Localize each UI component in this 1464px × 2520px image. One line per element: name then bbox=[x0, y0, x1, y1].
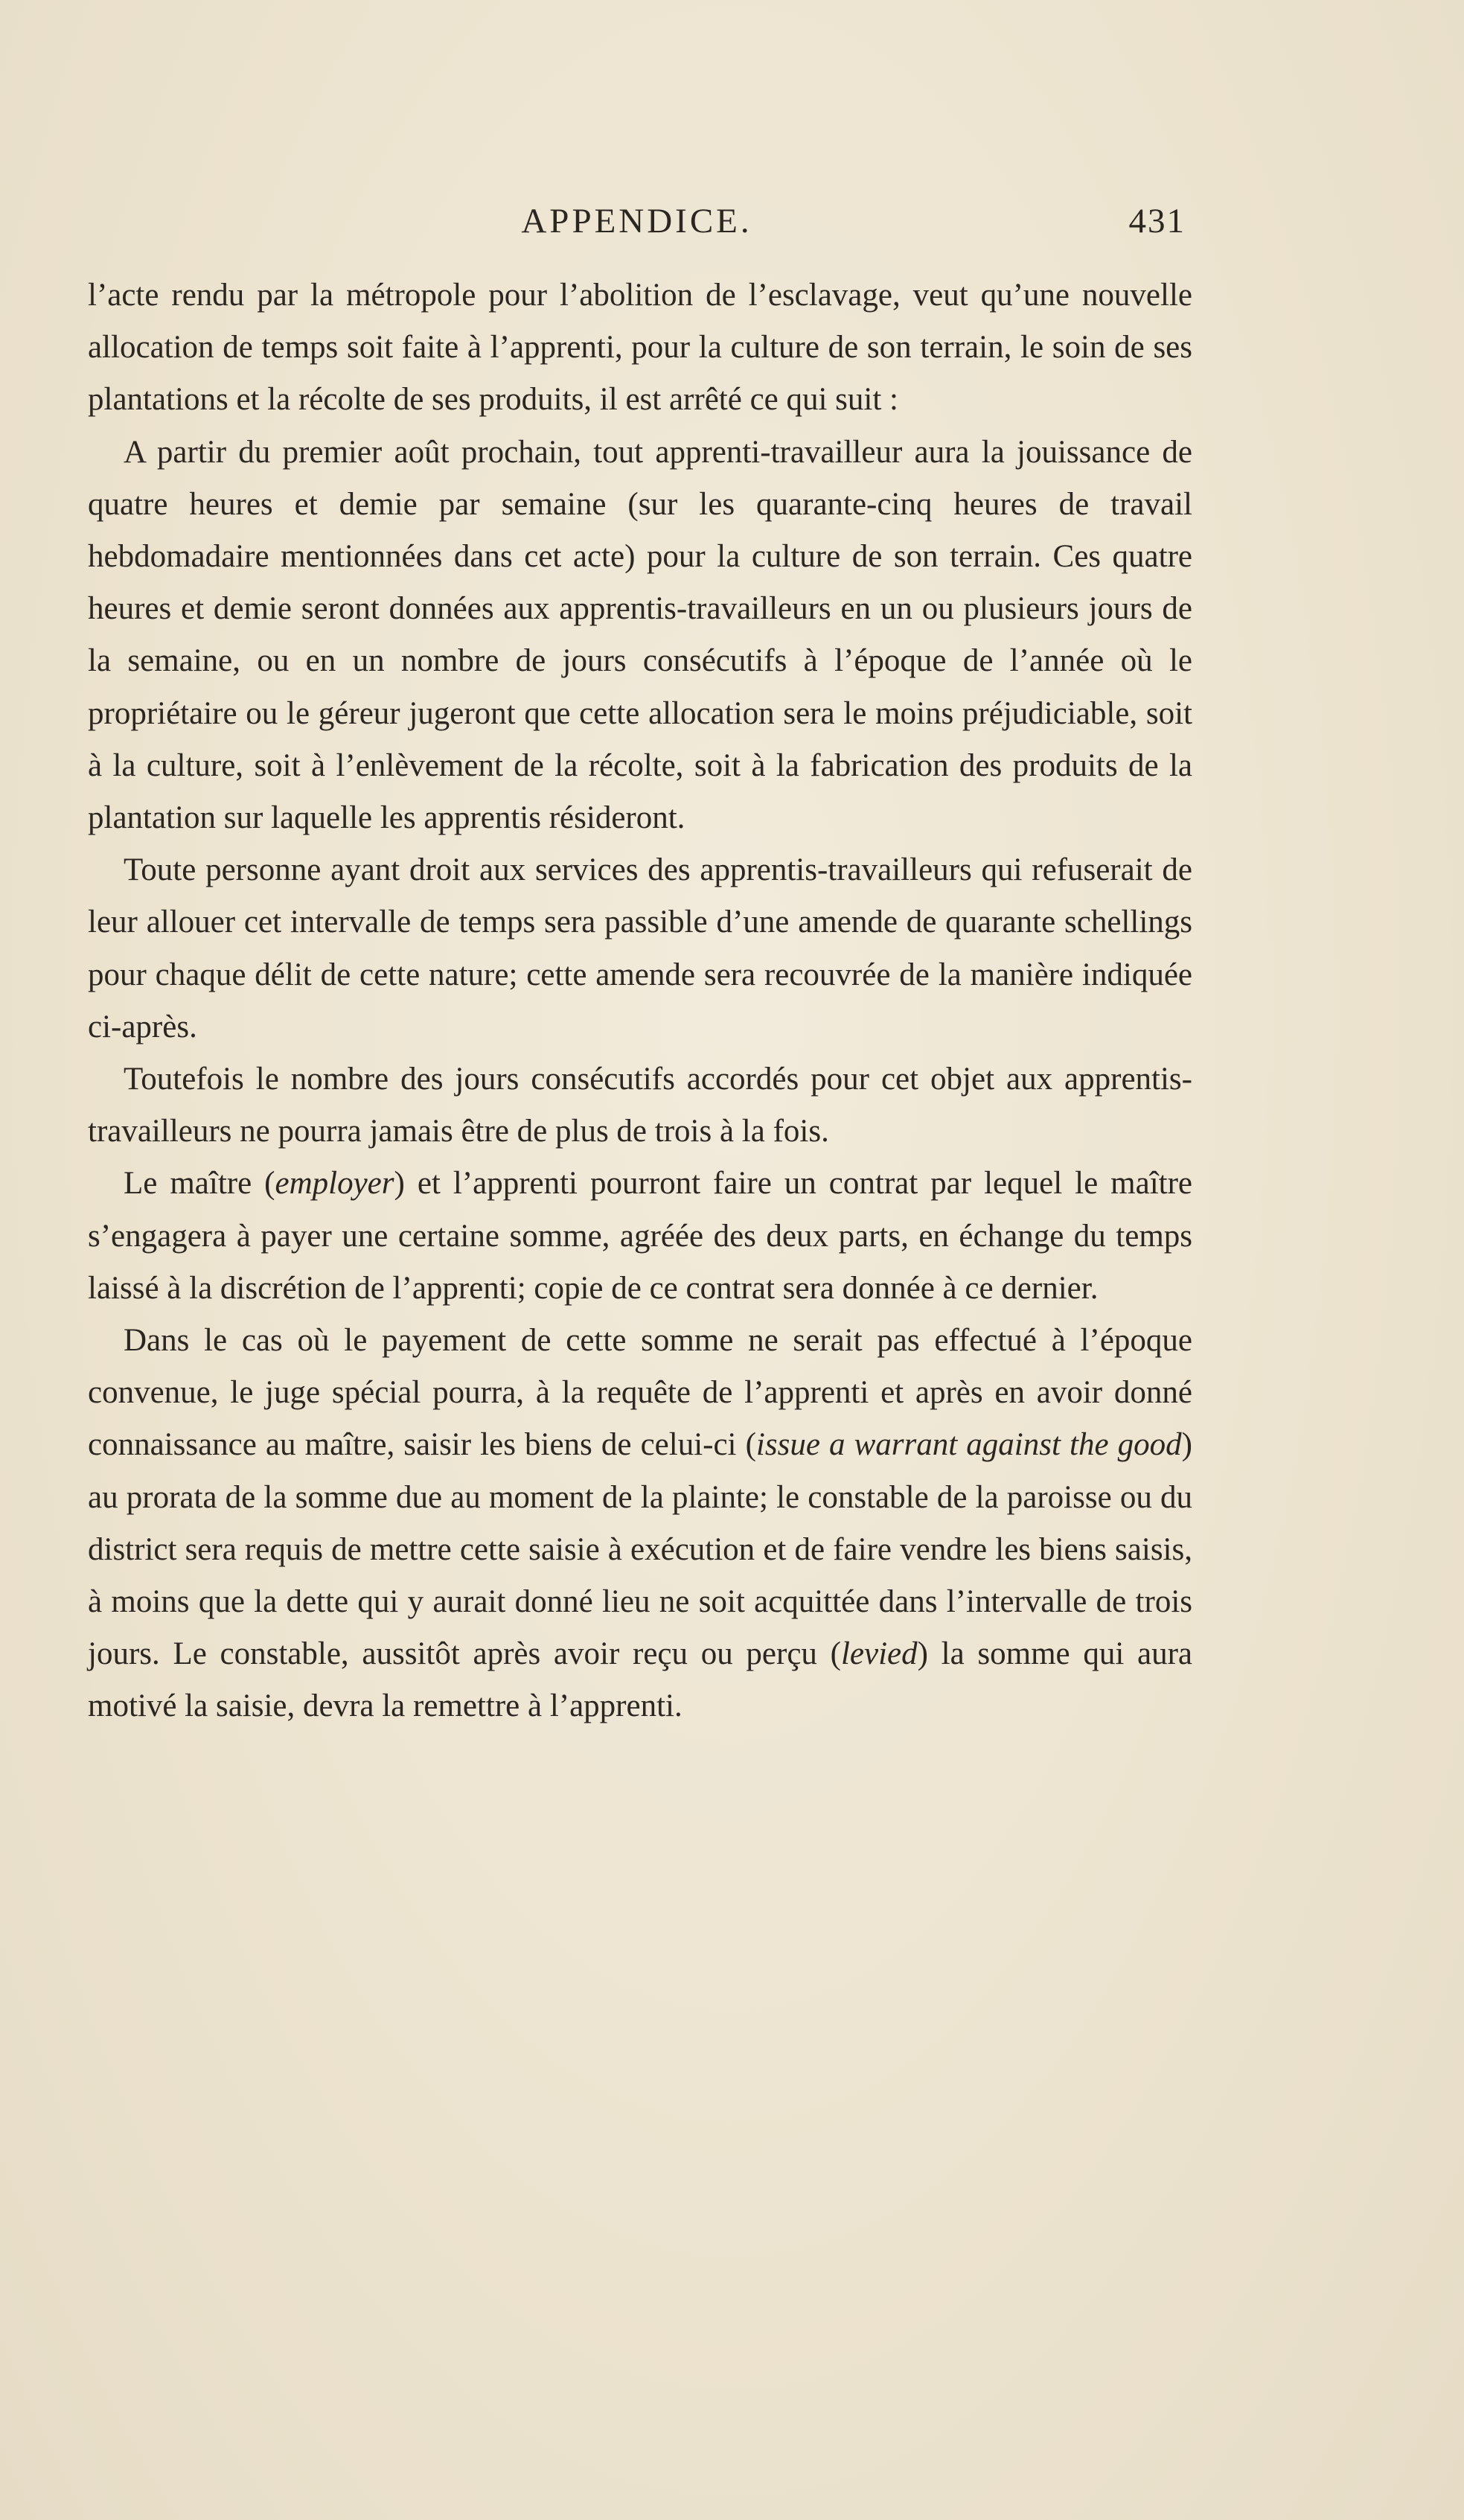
paragraph-weekly-allocation bbox=[88, 427, 1192, 845]
paragraph-text: ) au prorata de la somme due au moment de la plainte; le constable de la paroisse ou du district sera requis de mettre cette saisie à exécution et de faire vendre les biens saisis, à moins que la dette qui y aurait donné lieu ne soit acquittée dans l’intervalle de trois jours. Le constable, aussitôt après avoir reçu ou perçu ( bbox=[88, 1427, 1192, 1672]
paragraph-text: A partir du premier août prochain, tout apprenti-travailleur aura la jouissance de quatre heures et demie par semaine (sur les quarante-cinq heures de travail hebdomadaire mentionnées dans cet acte) pour la culture de son terrain. Ces quatre heures et demie seront données aux apprentis-travailleurs en un ou plusieurs jours de la semaine, ou en un nombre de jours consécutifs à l’époque de l’année où le propriétaire ou le géreur jugeront que cette allocation sera le moins préjudiciable, soit à la culture, soit à l’enlèvement de la récolte, soit à la fabrication des produits de la plantation sur laquelle les apprentis résideront. bbox=[88, 434, 1192, 836]
paragraph-text: ) et l’apprenti pourront faire un contrat par lequel le maître s’engagera à payer une certaine somme, agréée des deux parts, en échange du temps laissé à la discrétion de l’apprenti; copie de ce contrat sera donnée à ce dernier. bbox=[88, 1166, 1192, 1306]
paragraph-text: Le maître ( bbox=[124, 1166, 275, 1202]
paragraph-contract bbox=[88, 1158, 1192, 1315]
paragraph-text: Dans le cas où le payement de cette somme ne serait pas effectué à l’époque convenue, le juge spécial pourra, à la requête de l’apprenti et après en avoir donné connaissance au maître, saisir les biens de celui-ci ( bbox=[88, 1323, 1192, 1463]
page-number: 431 bbox=[1128, 202, 1186, 240]
english-term: employer bbox=[275, 1166, 394, 1202]
english-term: levied bbox=[840, 1636, 918, 1672]
running-head bbox=[88, 195, 1186, 247]
paragraph-seizure bbox=[88, 1315, 1192, 1733]
paragraph-consecutive-days bbox=[88, 1053, 1192, 1158]
running-title: APPENDICE. bbox=[521, 202, 752, 240]
paragraph-text: Toutefois le nombre des jours consécutifs accordés pour cet objet aux apprentis-travailleurs ne pourra jamais être de plus de trois à la fois. bbox=[88, 1062, 1192, 1149]
paragraph-text: Toute personne ayant droit aux services des apprentis-travailleurs qui refuserait de leur allouer cet intervalle de temps sera passible d’une amende de quarante schellings pour chaque délit de cette nature; cette amende sera recouvrée de la manière indiquée ci-après. bbox=[88, 852, 1192, 1044]
english-term: issue a warrant against the good bbox=[755, 1427, 1182, 1463]
paragraph-text: l’acte rendu par la métropole pour l’abolition de l’esclavage, veut qu’une nouvelle allocation de temps soit faite à l’apprenti, pour la culture de son terrain, le soin de ses plantations et la récolte de ses produits, il est arrêté ce qui suit : bbox=[88, 278, 1192, 418]
body-text bbox=[88, 269, 1192, 1733]
paragraph-continuation bbox=[88, 269, 1192, 427]
paragraph-text: ) la somme qui aura motivé la saisie, devra la remettre à l’apprenti. bbox=[88, 1636, 1192, 1724]
paragraph-penalty bbox=[88, 844, 1192, 1053]
